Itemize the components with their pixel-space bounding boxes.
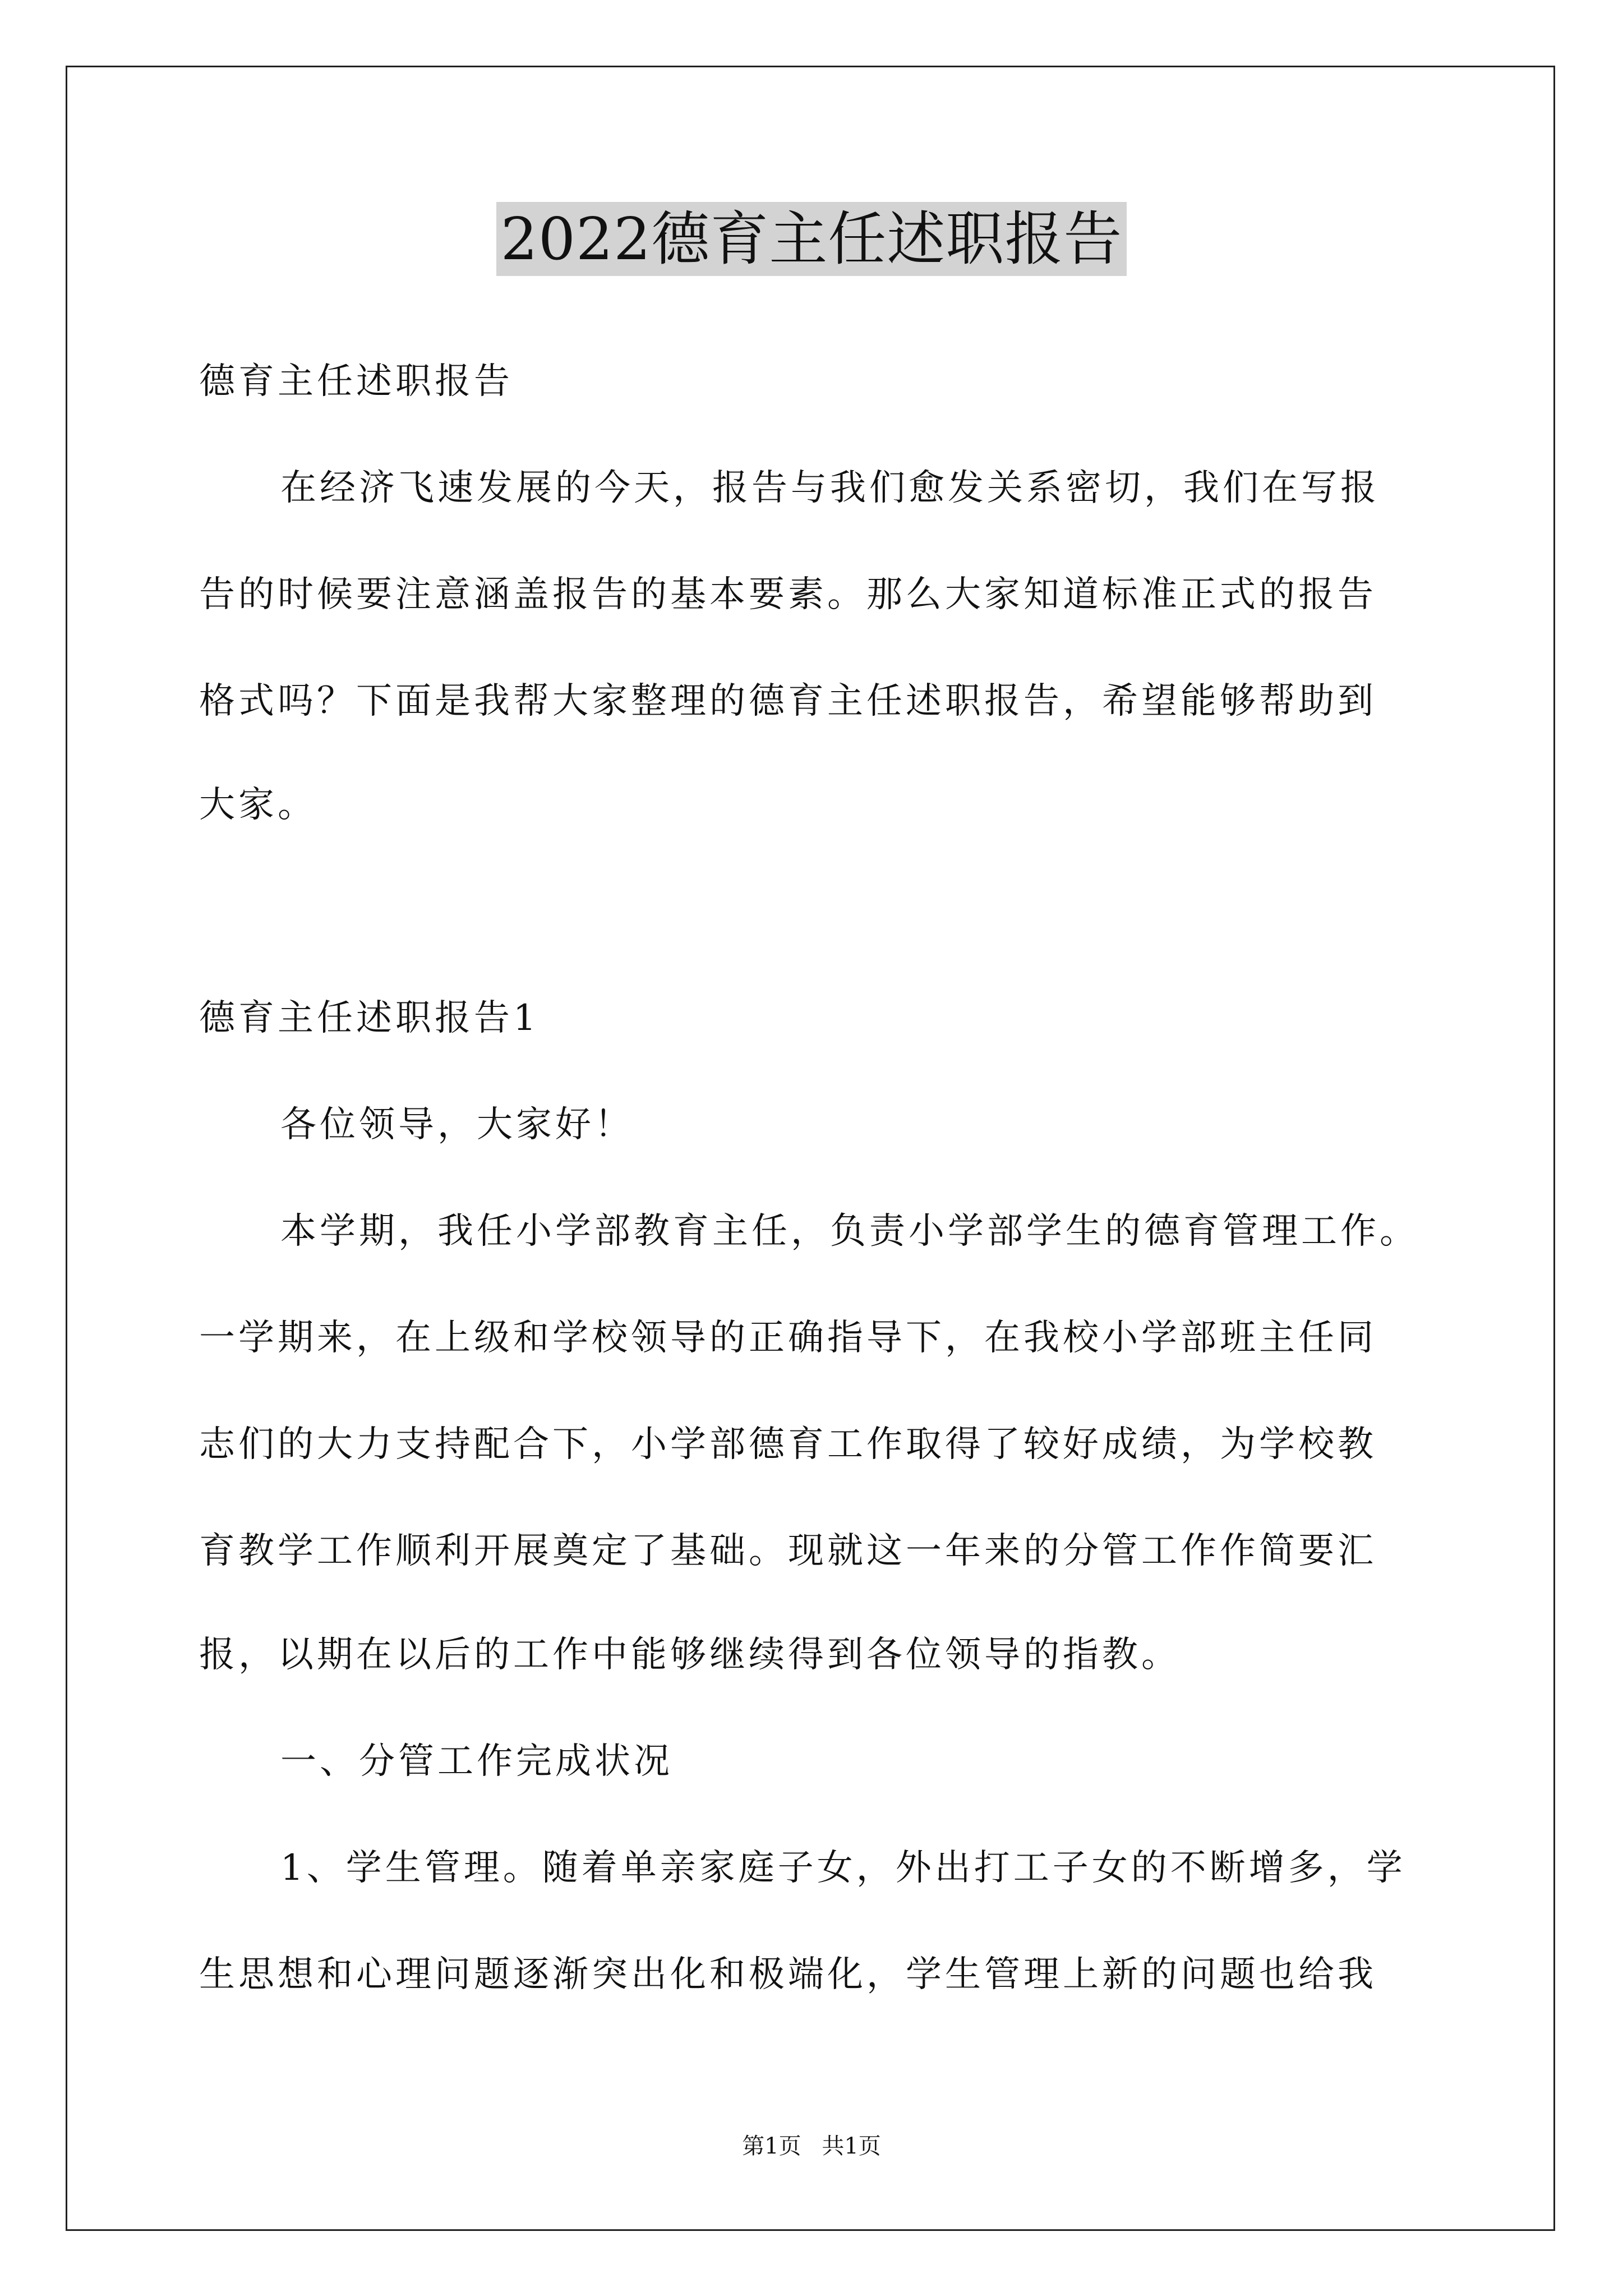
page-footer xyxy=(0,2132,1623,2161)
paragraph-line: 志们的大力支持配合下，小学部德育工作取得了较好成绩，为学校教 xyxy=(199,1424,1377,1465)
paragraph-line: 告的时候要注意涵盖报告的基本要素。那么大家知道标准正式的报告 xyxy=(199,574,1377,615)
paragraph-line: 格式吗？下面是我帮大家整理的德育主任述职报告，希望能够帮助到 xyxy=(199,680,1377,722)
page-total: 共1页 xyxy=(822,2133,881,2159)
page-number: 第1页 xyxy=(742,2133,801,2159)
paragraph-line: 生思想和心理问题逐渐突出化和极端化，学生管理上新的问题也给我 xyxy=(199,1954,1377,1995)
subheading-report: 德育主任述职报告 xyxy=(199,361,513,402)
subheading-report-1: 德育主任述职报告1 xyxy=(199,997,540,1039)
paragraph-line: 在经济飞速发展的今天，报告与我们愈发关系密切，我们在写报 xyxy=(280,467,1380,509)
paragraph-line: 1、学生管理。随着单亲家庭子女，外出打工子女的不断增多，学 xyxy=(280,1847,1406,1889)
paragraph-line: 报，以期在以后的工作中能够继续得到各位领导的指教。 xyxy=(199,1634,1181,1676)
paragraph-line: 一学期来，在上级和学校领导的正确指导下，在我校小学部班主任同 xyxy=(199,1317,1377,1359)
paragraph-line: 育教学工作顺利开展奠定了基础。现就这一年来的分管工作作简要汇 xyxy=(199,1530,1377,1572)
paragraph-line: 本学期，我任小学部教育主任，负责小学部学生的德育管理工作。 xyxy=(280,1211,1419,1252)
paragraph-line: 大家。 xyxy=(199,784,317,826)
document-title: 2022德育主任述职报告 xyxy=(496,202,1127,276)
title-container xyxy=(0,202,1623,276)
section-heading: 一、分管工作完成状况 xyxy=(280,1741,673,1782)
greeting-line: 各位领导，大家好！ xyxy=(280,1104,634,1145)
